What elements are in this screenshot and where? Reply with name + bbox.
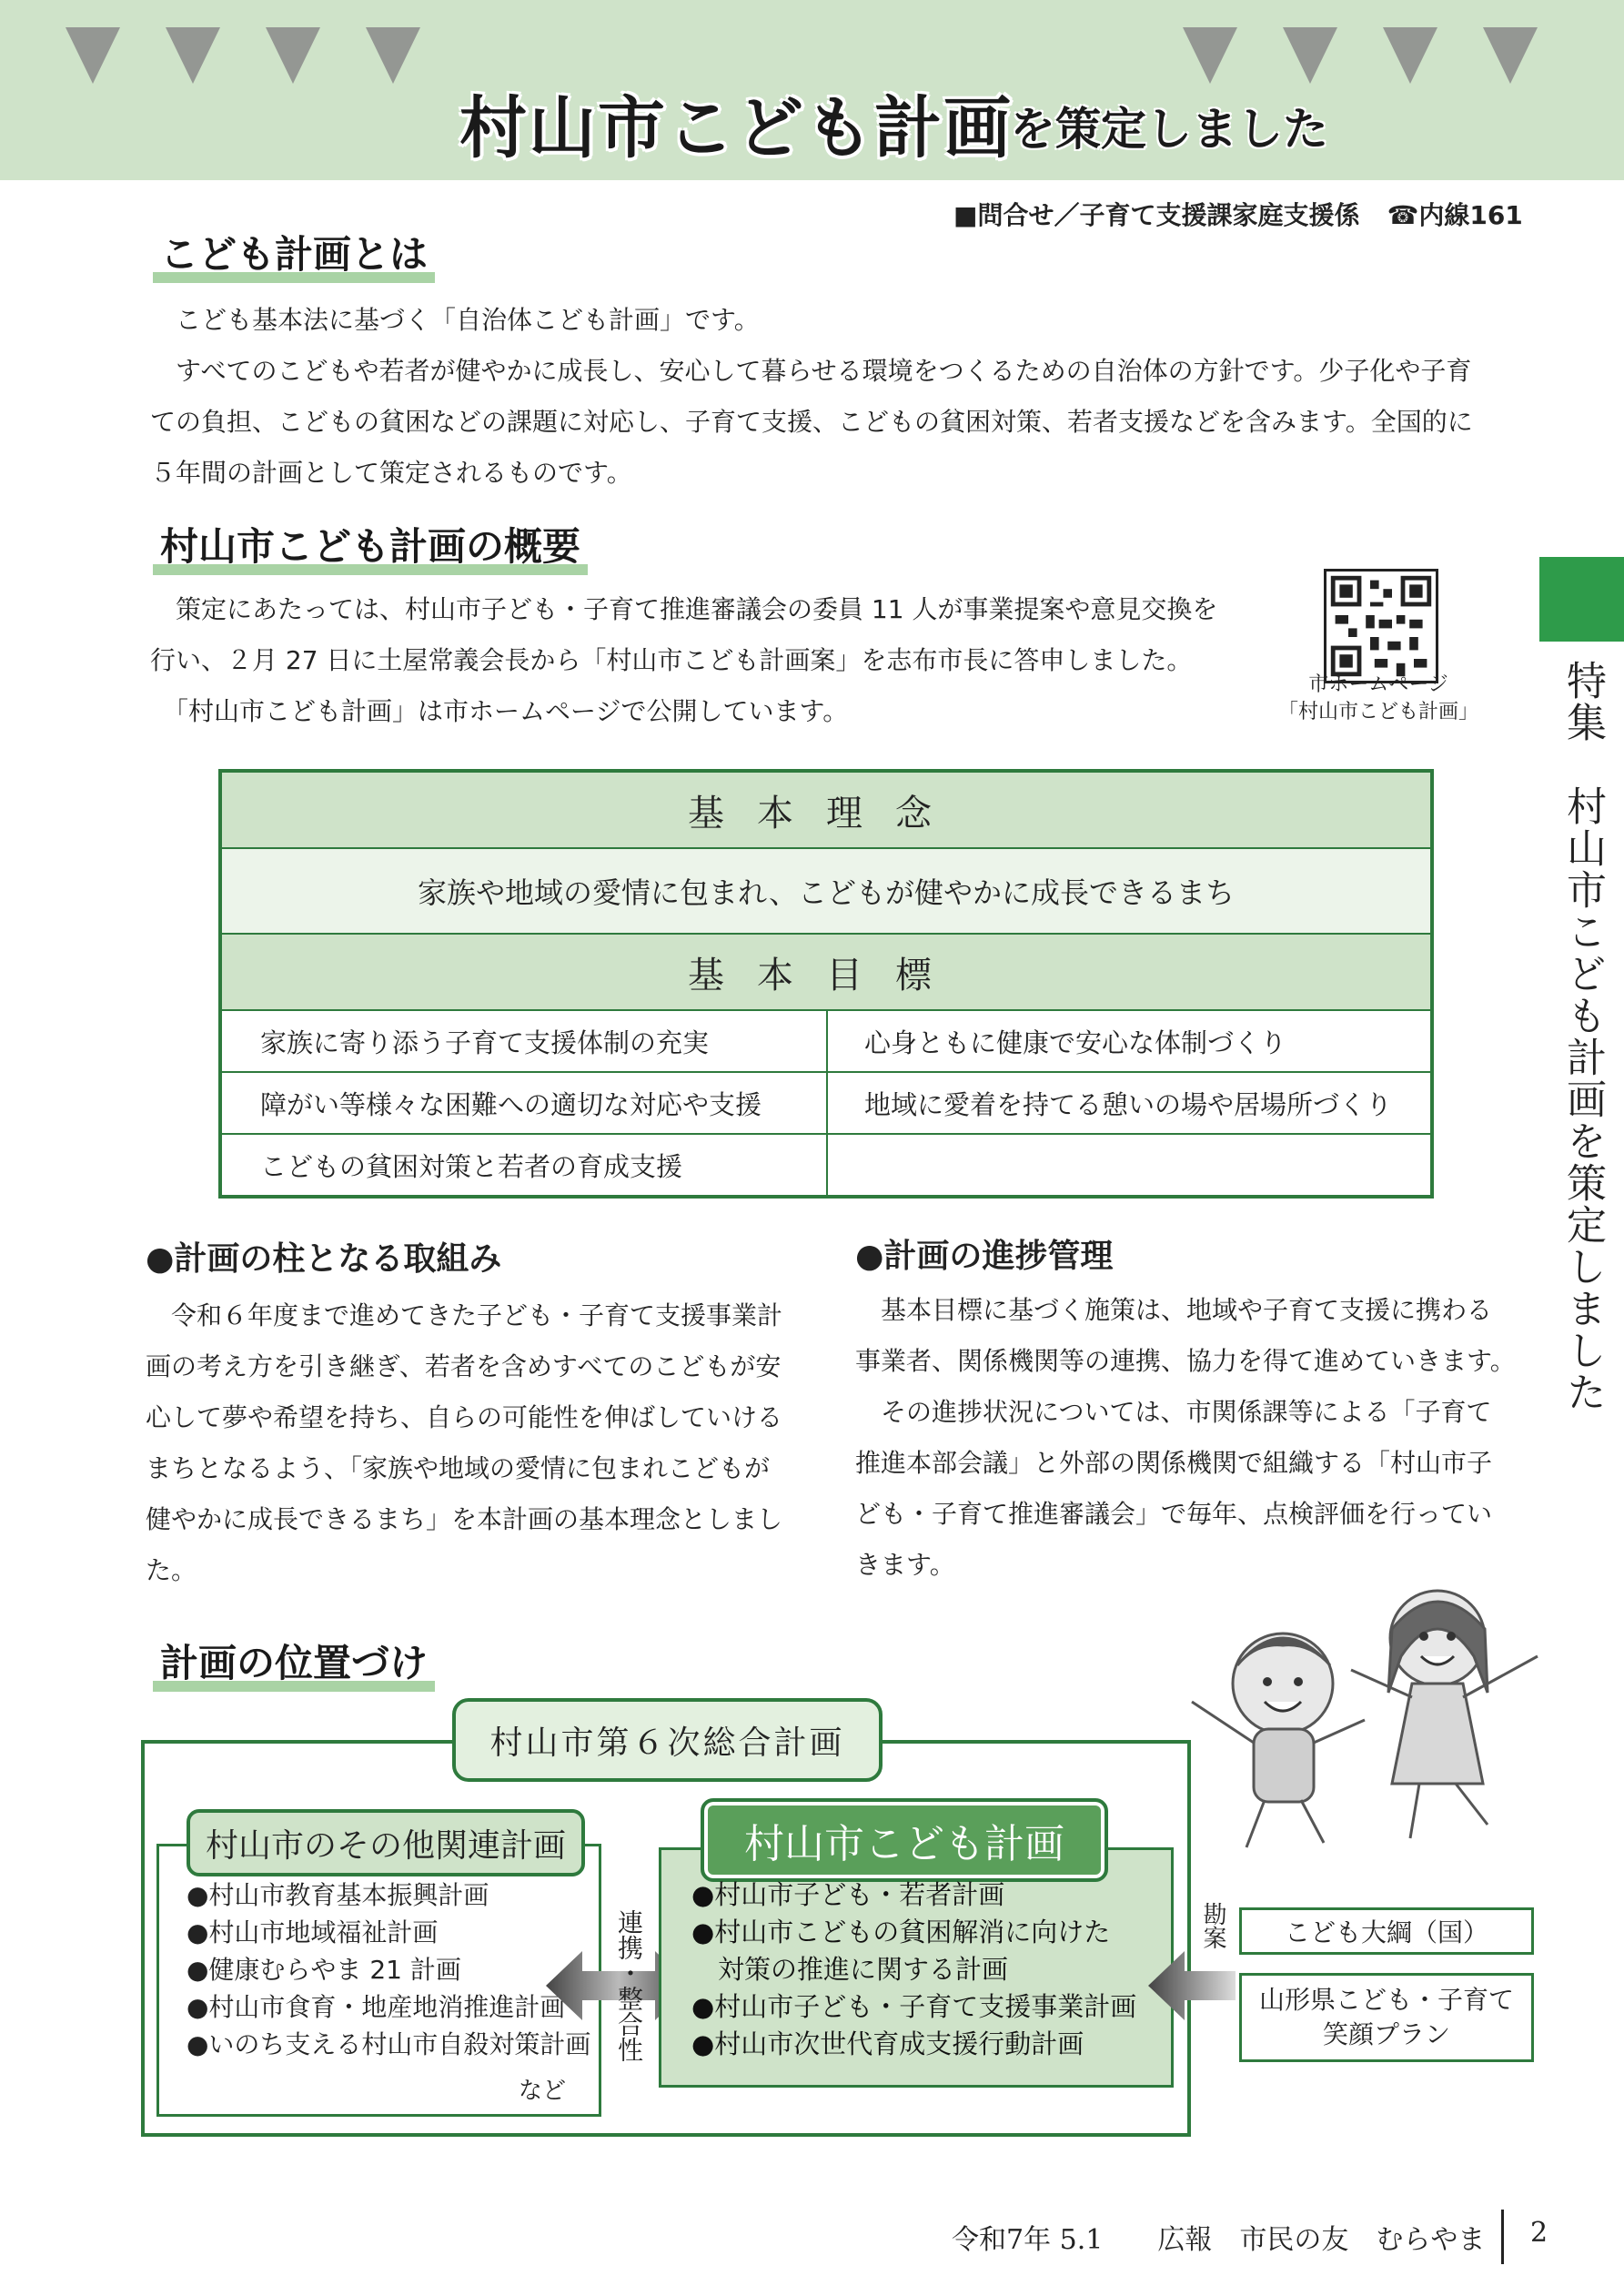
text-line: 健やかに成長できるまち」を本計画の基本理念としまし bbox=[146, 1504, 783, 1534]
section-heading-about: こども計画とは bbox=[153, 225, 435, 281]
list-item: ●村山市子ども・若者計画 bbox=[691, 1879, 1005, 1910]
other-plans-title: 村山市のその他関連計画 bbox=[187, 1809, 585, 1876]
text-line: 「村山市こども計画」は市ホームページで公開しています。 bbox=[150, 696, 849, 726]
pillar-heading: ●計画の柱となる取組み bbox=[146, 1240, 502, 1278]
pennant-flag bbox=[166, 27, 220, 84]
section-about-body bbox=[150, 295, 1515, 499]
progress-body bbox=[855, 1285, 1528, 1591]
left-arrow-icon bbox=[1148, 1947, 1236, 2024]
text-line: ての負担、こどもの貧困などの課題に対応し、子育て支援、こどもの貧困対策、若者支援などを含みます。全国的に bbox=[150, 407, 1473, 437]
text-line: 令和６年度まで進めてきた子ども・子育て支援事業計 bbox=[146, 1300, 783, 1330]
table-header-goals: 基本目標 bbox=[222, 935, 1430, 1011]
list-item: ●村山市こどもの貧困解消に向けた bbox=[691, 1917, 1111, 1947]
kodomo-plan-title: 村山市こども計画 bbox=[701, 1798, 1108, 1882]
other-plans-list bbox=[187, 1876, 590, 2063]
qr-caption bbox=[1265, 672, 1492, 726]
pillar-body bbox=[146, 1290, 819, 1596]
text-line: 事業者、関係機関等の連携、協力を得て進めていきます。 bbox=[855, 1346, 1516, 1376]
other-plans-etc: など bbox=[519, 2078, 567, 2105]
text-line: 心して夢や希望を持ち、自らの可能性を伸ばしていける bbox=[146, 1402, 783, 1432]
text-line: すべてのこどもや若者が健やかに成長し、安心して暮らせる環境をつくるための自治体の方針です。少子化や子育 bbox=[150, 356, 1472, 386]
footer-divider bbox=[1501, 2210, 1504, 2264]
pennant-flag bbox=[1183, 27, 1237, 84]
qr-caption-line: 「村山市こども計画」 bbox=[1277, 701, 1478, 723]
pennant-flag bbox=[66, 27, 120, 84]
prefecture-plan-box bbox=[1239, 1973, 1534, 2062]
goal-cell: 心身ともに健康で安心な体制づくり bbox=[826, 1011, 1430, 1071]
pennant-flag bbox=[1283, 27, 1337, 84]
goal-cell-empty bbox=[826, 1135, 1430, 1195]
contact-info bbox=[953, 196, 1523, 232]
philosophy-goals-table bbox=[218, 769, 1434, 1199]
pennant-flag bbox=[1483, 27, 1538, 84]
text-line: 基本目標に基づく施策は、地域や子育て支援に携わる bbox=[855, 1295, 1493, 1325]
table-row bbox=[222, 1011, 1430, 1073]
pennant-flag bbox=[266, 27, 320, 84]
contact-label: ■問合せ／子育て支援課家庭支援係 bbox=[953, 200, 1360, 230]
qr-code-icon bbox=[1326, 571, 1436, 681]
text-line: こども基本法に基づく「自治体こども計画」です。 bbox=[150, 305, 760, 335]
goal-cell: 家族に寄り添う子育て支援体制の充実 bbox=[260, 1027, 710, 1058]
page-title: 村山市こども計画 bbox=[459, 89, 1013, 167]
text-line: た。 bbox=[146, 1555, 197, 1585]
text-line: 行い、２月 27 日に土屋常義会長から「村山市こども計画案」を志布市長に答申しました。 bbox=[150, 645, 1193, 675]
section-overview-body bbox=[150, 584, 1287, 737]
progress-heading: ●計画の進捗管理 bbox=[855, 1238, 1114, 1275]
table-header-philosophy: 基本理念 bbox=[222, 773, 1430, 849]
prefecture-plan-line: 山形県こども・子育て bbox=[1258, 1985, 1514, 2015]
side-vertical-title: 特集 村山市こども計画を策定しました bbox=[1559, 660, 1606, 1413]
text-line: 策定にあたっては、村山市子ども・子育て推進審議会の委員 11 人が事業提案や意見交換を bbox=[150, 594, 1218, 624]
text-line: ども・子育て推進審議会」で毎年、点検評価を行ってい bbox=[855, 1499, 1493, 1529]
coordination-label: 連携・整合性 bbox=[614, 1909, 644, 2062]
list-item: ●村山市教育基本振興計画 bbox=[187, 1880, 489, 1910]
list-item: ●村山市食育・地産地消推進計画 bbox=[187, 1992, 566, 2022]
prefecture-plan-line: 笑顔プラン bbox=[1322, 2019, 1450, 2049]
consideration-label: 勘案 bbox=[1199, 1902, 1226, 1949]
page-number: 2 bbox=[1530, 2217, 1548, 2249]
phone-extension: ☎内線161 bbox=[1387, 200, 1523, 230]
list-item: ●村山市次世代育成支援行動計画 bbox=[691, 2028, 1084, 2059]
kodomo-plan-list bbox=[691, 1876, 1136, 2063]
section-heading-overview: 村山市こども計画の概要 bbox=[153, 517, 588, 573]
list-item: ●健康むらやま 21 計画 bbox=[187, 1955, 461, 1985]
goal-cell: 地域に愛着を持てる憩いの場や居場所づくり bbox=[826, 1073, 1430, 1133]
text-line: 画の考え方を引き継ぎ、若者を含めすべてのこどもが安 bbox=[146, 1351, 782, 1381]
text-line: まちとなるよう、「家族や地域の愛情に包まれこどもが bbox=[146, 1453, 771, 1483]
section-heading-position: 計画の位置づけ bbox=[153, 1633, 435, 1690]
goal-cell: こどもの貧困対策と若者の育成支援 bbox=[260, 1150, 683, 1182]
qr-caption-line: 市ホームページ bbox=[1308, 673, 1448, 696]
pennant-flag bbox=[1383, 27, 1437, 84]
list-item: ●村山市子ども・子育て支援事業計画 bbox=[691, 1991, 1137, 2022]
qr-code[interactable] bbox=[1324, 569, 1438, 683]
pennant-flag bbox=[366, 27, 420, 84]
list-item: 対策の推進に関する計画 bbox=[691, 1954, 1009, 1985]
national-outline-box: こども大綱（国） bbox=[1239, 1907, 1534, 1955]
basic-philosophy: 家族や地域の愛情に包まれ、こどもが健やかに成長できるまち bbox=[222, 849, 1430, 935]
text-line: 推進本部会議」と外部の関係機関で組織する「村山市子 bbox=[855, 1448, 1493, 1478]
table-row bbox=[222, 1073, 1430, 1135]
table-row bbox=[222, 1135, 1430, 1195]
goal-cell: 障がい等様々な困難への適切な対応や支援 bbox=[260, 1088, 762, 1120]
text-line: その進捗状況については、市関係課等による「子育て bbox=[855, 1397, 1492, 1427]
page-title-suffix: を策定しました bbox=[1010, 103, 1328, 156]
list-item: ●いのち支える村山市自殺対策計画 bbox=[187, 2029, 591, 2059]
list-item: ●村山市地域福祉計画 bbox=[187, 1917, 439, 1947]
side-tab-marker bbox=[1539, 557, 1624, 642]
footer-publication: 令和7年 5.1 広報 市民の友 むらやま bbox=[952, 2224, 1486, 2256]
text-line: ５年間の計画として策定されるものです。 bbox=[150, 458, 632, 488]
text-line: きます。 bbox=[855, 1550, 955, 1580]
children-illustration bbox=[1174, 1565, 1565, 1866]
general-plan-label: 村山市第６次総合計画 bbox=[452, 1698, 883, 1782]
